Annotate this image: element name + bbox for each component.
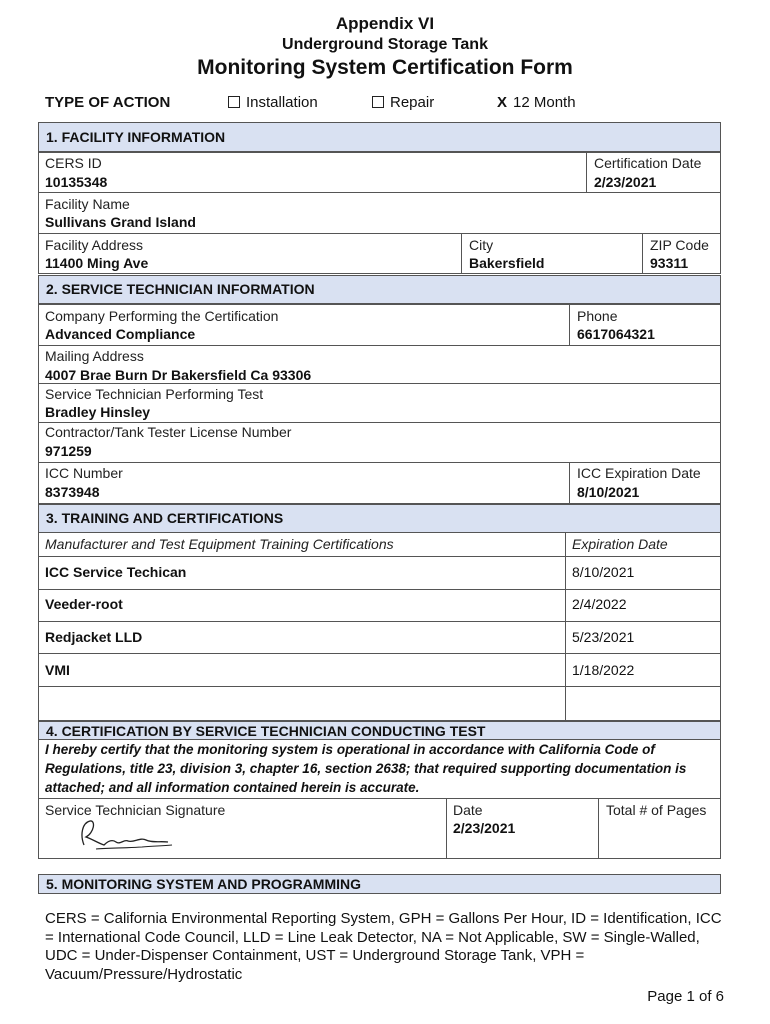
- icc-number-label: ICC Number: [45, 465, 123, 481]
- company-label: Company Performing the Certification: [45, 308, 279, 324]
- repair-checkbox[interactable]: [372, 96, 384, 108]
- twelve-month-option[interactable]: [497, 94, 576, 111]
- training-date: 1/18/2022: [572, 662, 635, 678]
- training-date: 8/10/2021: [572, 564, 635, 580]
- phone-label: Phone: [577, 308, 618, 324]
- training-col1-label: Manufacturer and Test Equipment Training Certifications: [45, 536, 394, 552]
- company-value: Advanced Compliance: [45, 326, 196, 342]
- license-value: 971259: [45, 443, 92, 459]
- cers-id-label: CERS ID: [45, 155, 102, 171]
- training-name: VMI: [45, 662, 70, 678]
- facility-address-label: Facility Address: [45, 237, 144, 253]
- technician-signature: [76, 815, 176, 855]
- mailing-address-value: 4007 Brae Burn Dr Bakersfield Ca 93306: [45, 367, 312, 383]
- license-label: Contractor/Tank Tester License Number: [45, 424, 292, 440]
- repair-option[interactable]: [372, 94, 434, 111]
- zip-value: 93311: [650, 255, 689, 271]
- training-name: Redjacket LLD: [45, 629, 143, 645]
- facility-name-label: Facility Name: [45, 196, 130, 212]
- page-number: Page 1 of 6: [647, 988, 724, 1005]
- facility-name-value: Sullivans Grand Island: [45, 214, 196, 230]
- form-subtitle: Underground Storage Tank: [282, 36, 488, 53]
- total-pages-label: Total # of Pages: [606, 802, 707, 818]
- training-date: 2/4/2022: [572, 596, 627, 612]
- training-date: 5/23/2021: [572, 629, 635, 645]
- signature-label: Service Technician Signature: [45, 802, 226, 818]
- icc-expiration-label: ICC Expiration Date: [577, 465, 701, 481]
- facility-address-value: 11400 Ming Ave: [45, 255, 149, 271]
- section-2-header: 2. SERVICE TECHNICIAN INFORMATION: [38, 275, 721, 304]
- appendix-title: Appendix VI: [335, 14, 435, 33]
- training-col2-label: Expiration Date: [572, 536, 668, 552]
- table-row: [38, 653, 566, 687]
- repair-label: Repair: [390, 94, 435, 111]
- signature-date-label: Date: [453, 802, 483, 818]
- table-row: [38, 686, 566, 721]
- section-3-header: 3. TRAINING AND CERTIFICATIONS: [38, 504, 721, 533]
- signature-date-value: 2/23/2021: [453, 820, 516, 836]
- technician-label: Service Technician Performing Test: [45, 386, 264, 402]
- cers-id-value: 10135348: [45, 174, 108, 190]
- city-label: City: [469, 237, 494, 253]
- section-5-header: 5. MONITORING SYSTEM AND PROGRAMMING: [38, 874, 721, 894]
- section-4-header: 4. CERTIFICATION BY SERVICE TECHNICIAN CONDUCTING TEST: [38, 721, 721, 740]
- icc-expiration-value: 8/10/2021: [577, 484, 640, 500]
- installation-option[interactable]: [228, 94, 318, 111]
- certification-statement: I hereby certify that the monitoring system is operational in accordance with California Code of Regulations, title 23, division 3, chapter 16, section 2638; that required supporting documentation is attached; and all information contained herein is accurate.: [45, 742, 687, 795]
- checked-x-mark[interactable]: X: [497, 94, 508, 111]
- technician-value: Bradley Hinsley: [45, 404, 151, 420]
- city-value: Bakersfield: [469, 255, 545, 271]
- abbreviations-glossary: CERS = California Environmental Reporting System, GPH = Gallons Per Hour, ID = Identification, ICC = International Code Council, LLD = Line Leak Detector, NA = Not Applicable, SW = Single-Walled, UDC = Under-Dispenser Containment, UST = Underground Storage Tank, VPH = Vacuum/Pressure/Hydrostatic: [45, 910, 722, 983]
- training-name: Veeder-root: [45, 596, 123, 612]
- section-1-header: 1. FACILITY INFORMATION: [38, 122, 721, 152]
- cers-id-cell: [38, 152, 587, 193]
- page-title: Monitoring System Certification Form: [197, 56, 573, 79]
- cert-date-value: 2/23/2021: [594, 174, 657, 190]
- twelve-month-label: 12 Month: [513, 94, 576, 111]
- cert-date-label: Certification Date: [594, 155, 702, 171]
- icc-number-value: 8373948: [45, 484, 100, 500]
- mailing-address-label: Mailing Address: [45, 348, 144, 364]
- training-name: ICC Service Techican: [45, 564, 187, 580]
- installation-label: Installation: [246, 94, 318, 111]
- type-of-action-label: TYPE OF ACTION: [45, 94, 171, 111]
- installation-checkbox[interactable]: [228, 96, 240, 108]
- zip-label: ZIP Code: [650, 237, 709, 253]
- phone-value: 6617064321: [577, 326, 655, 342]
- table-row-date-cell: [565, 686, 721, 721]
